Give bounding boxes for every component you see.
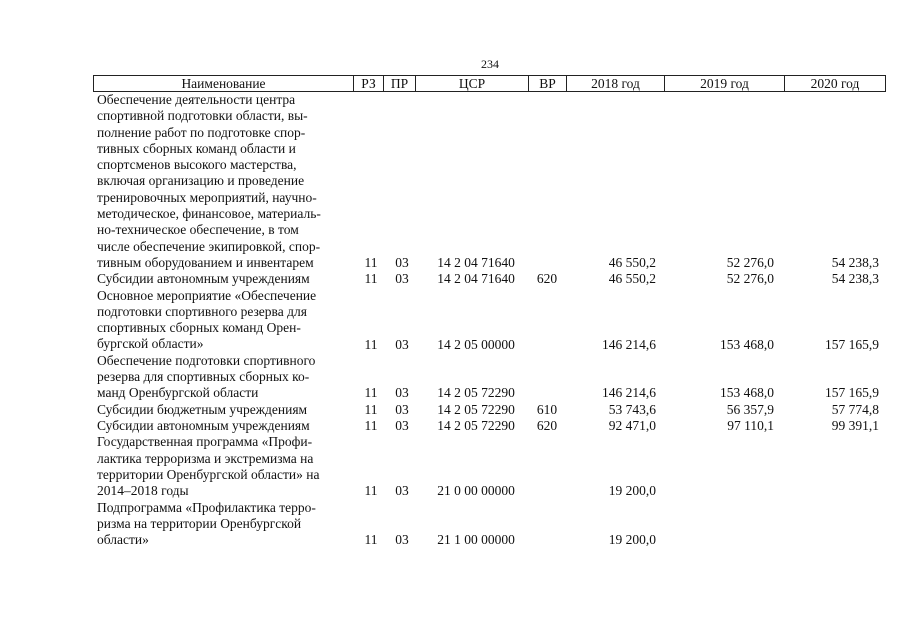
row-name xyxy=(97,434,347,499)
cell-vr: 610 xyxy=(536,401,558,417)
cell-pr: 03 xyxy=(395,336,409,352)
row-name-line: спортивной подготовки области, вы- xyxy=(97,108,308,124)
cell-y2018: 146 214,6 xyxy=(602,336,656,352)
cell-rz: 11 xyxy=(364,418,378,433)
cell-pr: 03 xyxy=(395,483,409,499)
cell-y2020: 157 165,9 xyxy=(825,385,879,401)
row-name-line: манд Оренбургской области xyxy=(97,385,259,401)
column-header-2018: 2018 год xyxy=(567,76,665,91)
cell-pr: 03 xyxy=(395,385,409,401)
cell-csr: 21 0 00 00000 xyxy=(437,483,515,499)
cell-vr: 620 xyxy=(536,418,558,433)
cell-rz: 11 xyxy=(364,336,378,352)
cell-y2020: 57 774,8 xyxy=(831,401,879,417)
cell-pr: 03 xyxy=(395,401,409,417)
column-header-rz: РЗ xyxy=(354,76,384,91)
cell-pr: 03 xyxy=(395,418,409,433)
row-name-line: спортивных сборных команд Орен- xyxy=(97,320,301,336)
cell-rz: 11 xyxy=(364,385,378,401)
cell-pr: 03 xyxy=(395,532,409,548)
cell-csr: 21 1 00 00000 xyxy=(437,532,515,548)
row-name-line: территории Оренбургской области» на xyxy=(97,466,320,482)
row-name-line: тивных сборных команд области и xyxy=(97,140,296,156)
row-name xyxy=(97,92,347,271)
row-name-line: но-техническое обеспечение, в том xyxy=(97,222,299,238)
cell-pr: 03 xyxy=(395,255,409,270)
row-name-line: 2014–2018 годы xyxy=(97,483,189,499)
row-name-line: тивным оборудованием и инвентарем xyxy=(97,254,314,270)
column-header-name: Наименование xyxy=(94,76,354,91)
row-name-line: ризма на территории Оренбургской xyxy=(97,515,302,531)
cell-y2019: 56 357,9 xyxy=(726,401,774,417)
row-name-line: лактика терроризма и экстремизма на xyxy=(97,450,314,466)
cell-y2019: 153 468,0 xyxy=(720,336,774,352)
row-name-line: включая организацию и проведение xyxy=(97,173,305,189)
page-number: 234 xyxy=(481,57,499,71)
row-name-line: Обеспечение деятельности центра xyxy=(97,92,296,107)
row-name xyxy=(97,500,347,549)
cell-csr: 14 2 04 71640 xyxy=(437,255,515,270)
cell-y2019: 153 468,0 xyxy=(720,385,774,401)
cell-rz: 11 xyxy=(364,532,378,548)
cell-rz: 11 xyxy=(364,483,378,499)
column-header-2019: 2019 год xyxy=(665,76,785,91)
cell-y2020: 54 238,3 xyxy=(831,255,879,270)
cell-rz: 11 xyxy=(364,255,378,270)
cell-csr: 14 2 05 00000 xyxy=(437,336,515,352)
row-name xyxy=(97,418,347,434)
cell-y2019: 52 276,0 xyxy=(726,271,774,287)
row-name-line: Субсидии автономным учреждениям xyxy=(97,271,310,287)
cell-vr: 620 xyxy=(536,271,558,287)
cell-pr: 03 xyxy=(395,271,409,287)
row-name-line: тренировочных мероприятий, научно- xyxy=(97,189,317,205)
row-name-line: резерва для спортивных сборных ко- xyxy=(97,369,310,385)
cell-csr: 14 2 04 71640 xyxy=(437,271,515,287)
cell-y2019: 97 110,1 xyxy=(727,418,774,433)
row-name-line: бургской области» xyxy=(97,336,204,352)
row-name-line: Подпрограмма «Профилактика терро- xyxy=(97,499,316,515)
cell-y2018: 19 200,0 xyxy=(608,532,656,548)
row-name-line: спортсменов высокого мастерства, xyxy=(97,157,297,173)
cell-csr: 14 2 05 72290 xyxy=(437,401,515,417)
row-name-line: Государственная программа «Профи- xyxy=(97,434,313,450)
cell-y2018: 53 743,6 xyxy=(608,401,656,417)
column-header-pr: ПР xyxy=(384,76,416,91)
row-name-line: области» xyxy=(97,532,149,548)
row-name-line: числе обеспечение экипировкой, спор- xyxy=(97,238,321,254)
column-header-csr: ЦСР xyxy=(416,76,529,91)
row-name-line: Основное мероприятие «Обеспечение xyxy=(97,287,317,303)
row-name xyxy=(97,271,347,287)
row-name-line: Субсидии автономным учреждениям xyxy=(97,418,310,433)
cell-csr: 14 2 05 72290 xyxy=(437,385,515,401)
row-name xyxy=(97,353,347,402)
cell-y2020: 99 391,1 xyxy=(831,418,879,433)
row-name-line: Обеспечение подготовки спортивного xyxy=(97,352,316,368)
cell-rz: 11 xyxy=(364,271,378,287)
cell-y2018: 146 214,6 xyxy=(602,385,656,401)
cell-rz: 11 xyxy=(364,401,378,417)
cell-y2018: 92 471,0 xyxy=(608,418,656,433)
column-header-2020: 2020 год xyxy=(810,76,860,91)
row-name-line: полнение работ по подготовке спор- xyxy=(97,124,306,140)
row-name xyxy=(97,402,347,418)
cell-y2019: 52 276,0 xyxy=(726,255,774,270)
row-name-line: Субсидии бюджетным учреждениям xyxy=(97,401,308,417)
row-name-line: подготовки спортивного резерва для xyxy=(97,303,307,319)
cell-y2020: 157 165,9 xyxy=(825,336,879,352)
cell-y2018: 46 550,2 xyxy=(608,271,656,287)
cell-y2020: 54 238,3 xyxy=(831,271,879,287)
cell-csr: 14 2 05 72290 xyxy=(437,418,515,433)
row-name-line: методическое, финансовое, материаль- xyxy=(97,206,321,222)
column-header-vr: ВР xyxy=(529,76,567,91)
cell-y2018: 19 200,0 xyxy=(608,483,656,499)
row-name xyxy=(97,288,347,353)
cell-y2018: 46 550,2 xyxy=(608,255,656,270)
